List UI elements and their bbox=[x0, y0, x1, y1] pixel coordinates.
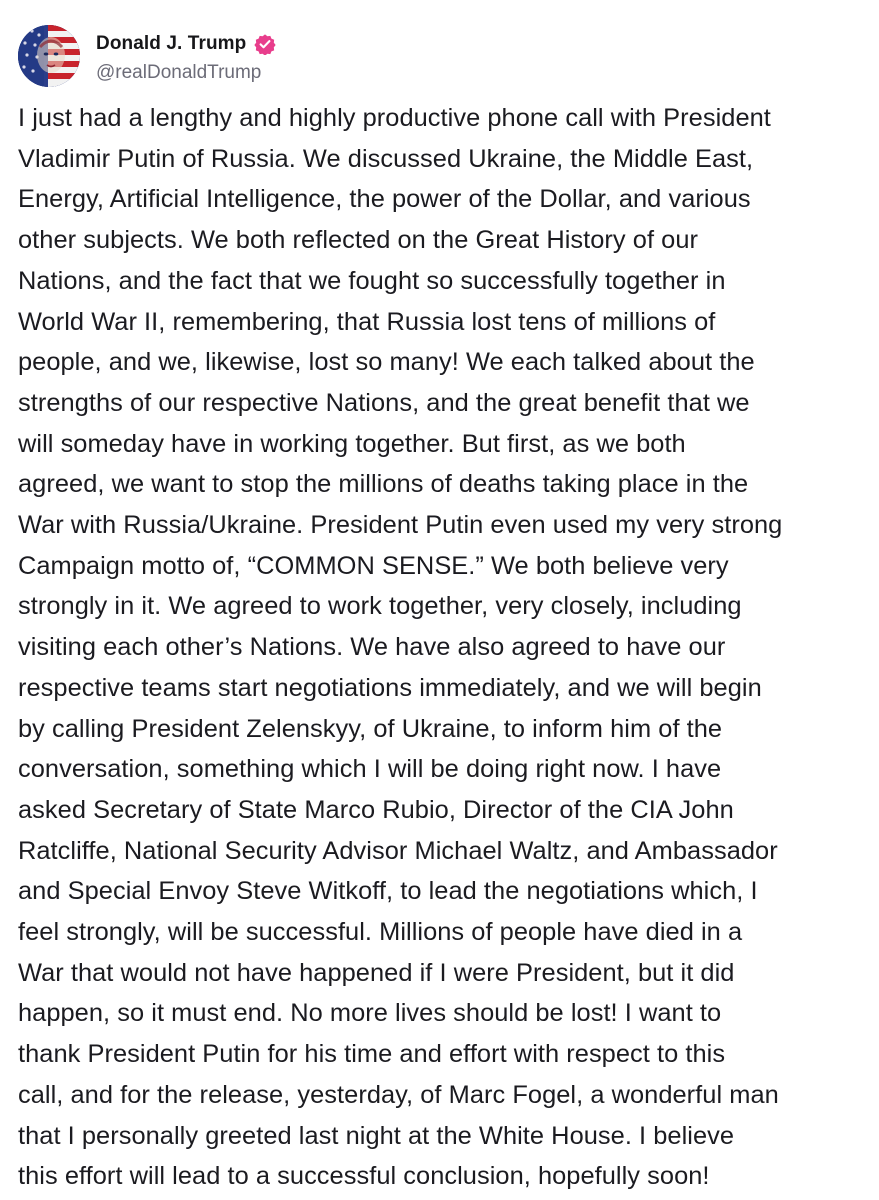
post-body-line: happen, so it must end. No more lives should be lost! I want to bbox=[18, 999, 722, 1028]
post-body-line: that I personally greeted last night at the White House. I believe bbox=[18, 1121, 735, 1150]
post-body-line: by calling President Zelenskyy, of Ukraine, to inform him of the bbox=[18, 714, 723, 743]
post-body-line: feel strongly, will be successful. Millions of people have died in a bbox=[18, 918, 743, 947]
post-body-line: thank President Putin for his time and effort with respect to this bbox=[18, 1040, 726, 1069]
post-body-line: and Special Envoy Steve Witkoff, to lead the negotiations which, I bbox=[18, 877, 758, 906]
post-header bbox=[18, 25, 276, 87]
post-body-line: visiting each other’s Nations. We have also agreed to have our bbox=[18, 633, 726, 662]
post-body-line: agreed, we want to stop the millions of deaths taking place in the bbox=[18, 470, 749, 499]
post-body-line: War that would not have happened if I were President, but it did bbox=[18, 958, 735, 987]
post-body-line: respective teams start negotiations immediately, and we will begin bbox=[18, 673, 762, 702]
post-body-line: strongly in it. We agreed to work together, very closely, including bbox=[18, 592, 742, 621]
post-body-line: Energy, Artificial Intelligence, the power of the Dollar, and various bbox=[18, 185, 751, 214]
post-body-line: other subjects. We both reflected on the Great History of our bbox=[18, 226, 699, 255]
post-body-line: Vladimir Putin of Russia. We discussed Ukraine, the Middle East, bbox=[18, 144, 754, 173]
flag-portrait-avatar-icon bbox=[18, 25, 80, 87]
post-body-line: Ratcliffe, National Security Advisor Michael Waltz, and Ambassador bbox=[18, 836, 778, 865]
post-body-line: Campaign motto of, “COMMON SENSE.” We both believe very bbox=[18, 551, 729, 580]
avatar[interactable] bbox=[18, 25, 80, 87]
post-body-line: conversation, something which I will be doing right now. I have bbox=[18, 755, 722, 784]
author-display-name[interactable]: Donald J. Trump bbox=[96, 32, 247, 54]
post-body bbox=[18, 98, 868, 1197]
author-block bbox=[96, 29, 276, 84]
post-body-line: World War II, remembering, that Russia lost tens of millions of bbox=[18, 307, 716, 336]
post-body-line: call, and for the release, yesterday, of Marc Fogel, a wonderful man bbox=[18, 1080, 779, 1109]
name-row bbox=[96, 29, 276, 59]
verified-badge-icon bbox=[254, 33, 276, 55]
post-body-line: Nations, and the fact that we fought so successfully together in bbox=[18, 266, 726, 295]
post-body-line: strengths of our respective Nations, and the great benefit that we bbox=[18, 388, 750, 417]
post-body-line: asked Secretary of State Marco Rubio, Director of the CIA John bbox=[18, 795, 734, 824]
post-body-line: I just had a lengthy and highly productive phone call with President bbox=[18, 104, 771, 132]
post-body-line: will someday have in working together. But first, as we both bbox=[18, 429, 686, 458]
post-body-line: this effort will lead to a successful conclusion, hopefully soon! bbox=[18, 1162, 710, 1191]
post-body-line: War with Russia/Ukraine. President Putin even used my very strong bbox=[18, 511, 783, 540]
post-body-line: people, and we, likewise, lost so many! We each talked about the bbox=[18, 348, 755, 377]
author-handle[interactable]: @realDonaldTrump bbox=[96, 61, 262, 83]
